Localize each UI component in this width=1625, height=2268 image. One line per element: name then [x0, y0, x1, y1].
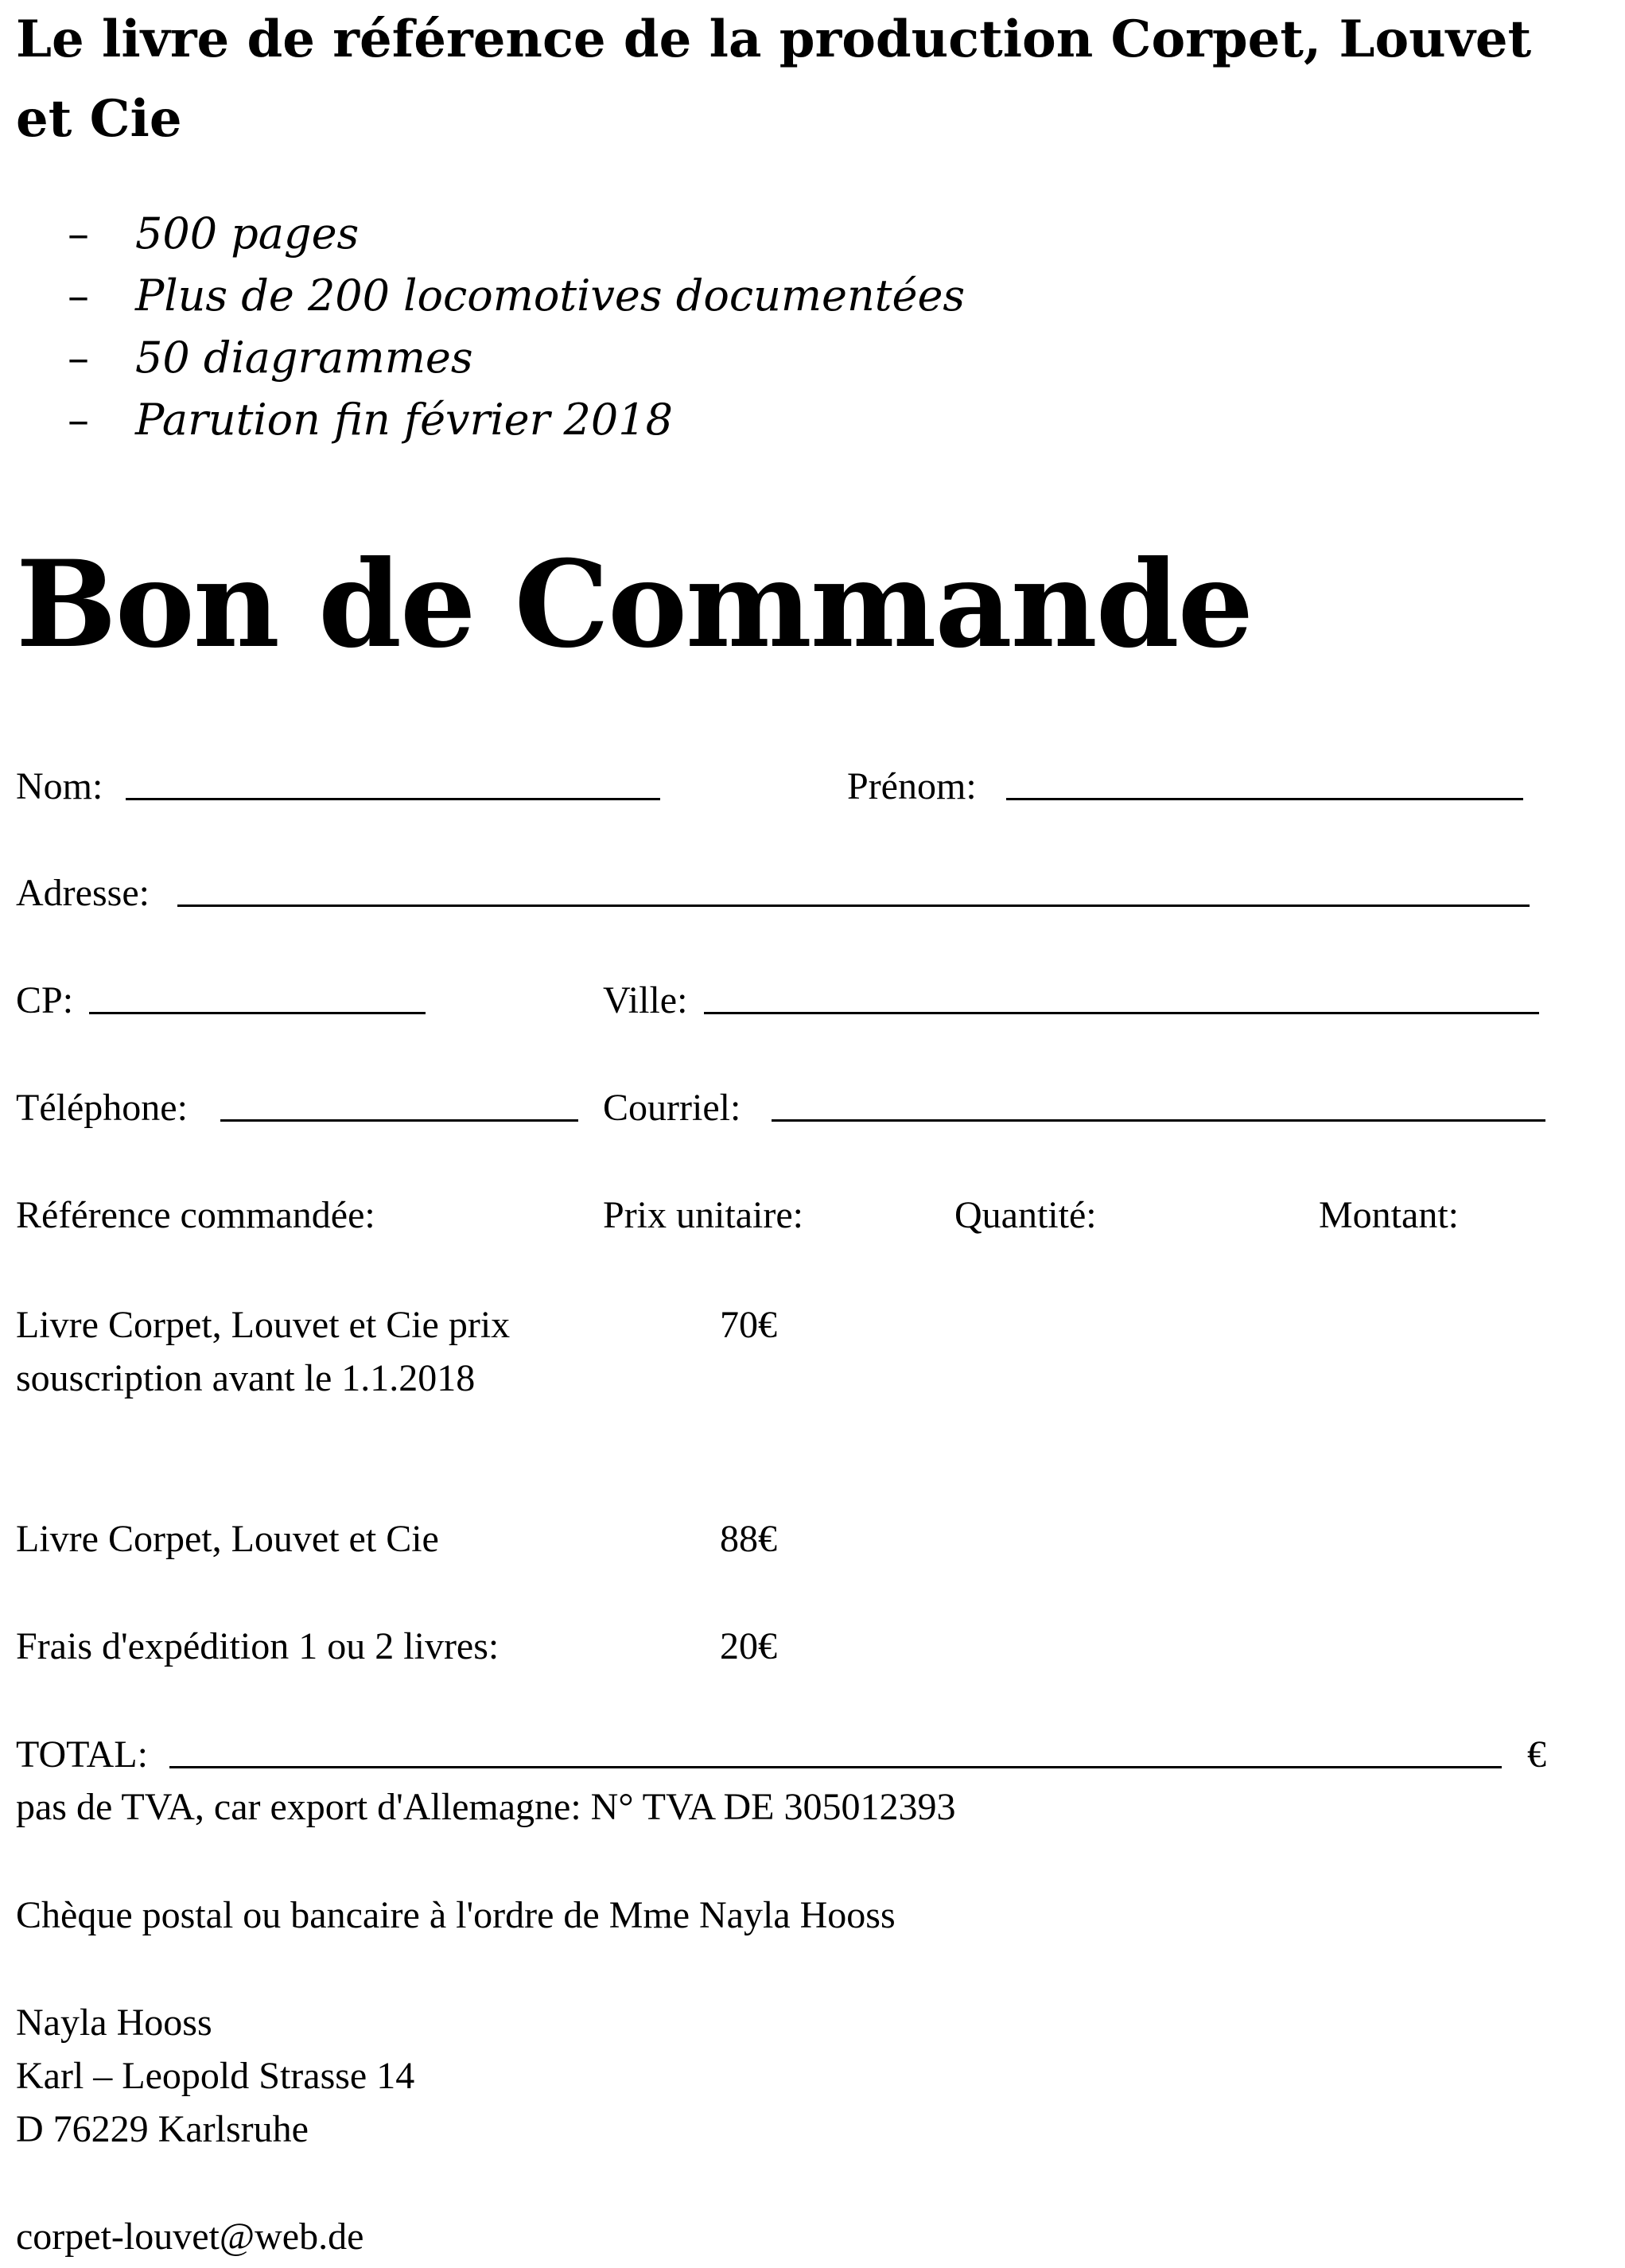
row-prix: 88€ — [720, 1518, 777, 1560]
feature-item — [68, 389, 965, 451]
nom-field[interactable] — [126, 798, 660, 800]
feature-text: 500 pages — [135, 208, 360, 259]
cp-field[interactable] — [89, 1012, 426, 1014]
feature-list — [68, 203, 965, 451]
telephone-field[interactable] — [220, 1119, 578, 1122]
header-montant: Montant: — [1319, 1194, 1459, 1236]
ville-field[interactable] — [704, 1012, 1539, 1014]
feature-text: Plus de 200 locomotives documentées — [135, 270, 966, 321]
contact-city: D 76229 Karlsruhe — [16, 2108, 309, 2150]
payment-note: Chèque postal ou bancaire à l'ordre de Mme Nayla Hooss — [16, 1894, 896, 1936]
header-quantite: Quantité: — [954, 1194, 1097, 1236]
row-prix: 20€ — [720, 1625, 777, 1667]
adresse-field[interactable] — [177, 904, 1530, 907]
feature-item — [68, 327, 965, 389]
total-label: TOTAL: — [16, 1733, 148, 1776]
row-reference: Livre Corpet, Louvet et Cie prix souscription avant le 1.1.2018 — [16, 1304, 511, 1399]
form-title: Bon de Commande — [16, 535, 1253, 675]
telephone-label: Téléphone: — [16, 1087, 188, 1129]
row-prix: 70€ — [720, 1304, 777, 1346]
cp-label: CP: — [16, 979, 74, 1021]
adresse-label: Adresse: — [16, 872, 150, 914]
contact-name: Nayla Hooss — [16, 2002, 212, 2044]
document-heading: Le livre de référence de la production Corpet, Louvet et Cie — [16, 10, 1532, 149]
row-reference: Livre Corpet, Louvet et Cie — [16, 1518, 439, 1560]
total-field[interactable] — [169, 1766, 1502, 1768]
dash-bullet: – — [68, 333, 89, 383]
contact-email[interactable]: corpet-louvet@web.de — [16, 2215, 364, 2258]
header-prix: Prix unitaire: — [603, 1194, 803, 1236]
courriel-field[interactable] — [772, 1119, 1545, 1122]
courriel-label: Courriel: — [603, 1087, 741, 1129]
row-reference: Frais d'expédition 1 ou 2 livres: — [16, 1625, 500, 1667]
feature-item — [68, 203, 965, 265]
feature-text: Parution fin février 2018 — [135, 395, 673, 445]
dash-bullet: – — [68, 270, 89, 321]
nom-label: Nom: — [16, 765, 103, 807]
header-reference: Référence commandée: — [16, 1194, 375, 1236]
tva-note: pas de TVA, car export d'Allemagne: N° TVA DE 305012393 — [16, 1786, 956, 1828]
feature-item — [68, 265, 965, 327]
prenom-label: Prénom: — [847, 765, 977, 807]
dash-bullet: – — [68, 395, 89, 445]
currency-symbol: € — [1527, 1733, 1546, 1776]
ville-label: Ville: — [603, 979, 688, 1021]
prenom-field[interactable] — [1006, 798, 1523, 800]
contact-street: Karl – Leopold Strasse 14 — [16, 2055, 415, 2097]
dash-bullet: – — [68, 208, 89, 259]
feature-text: 50 diagrammes — [135, 333, 473, 383]
